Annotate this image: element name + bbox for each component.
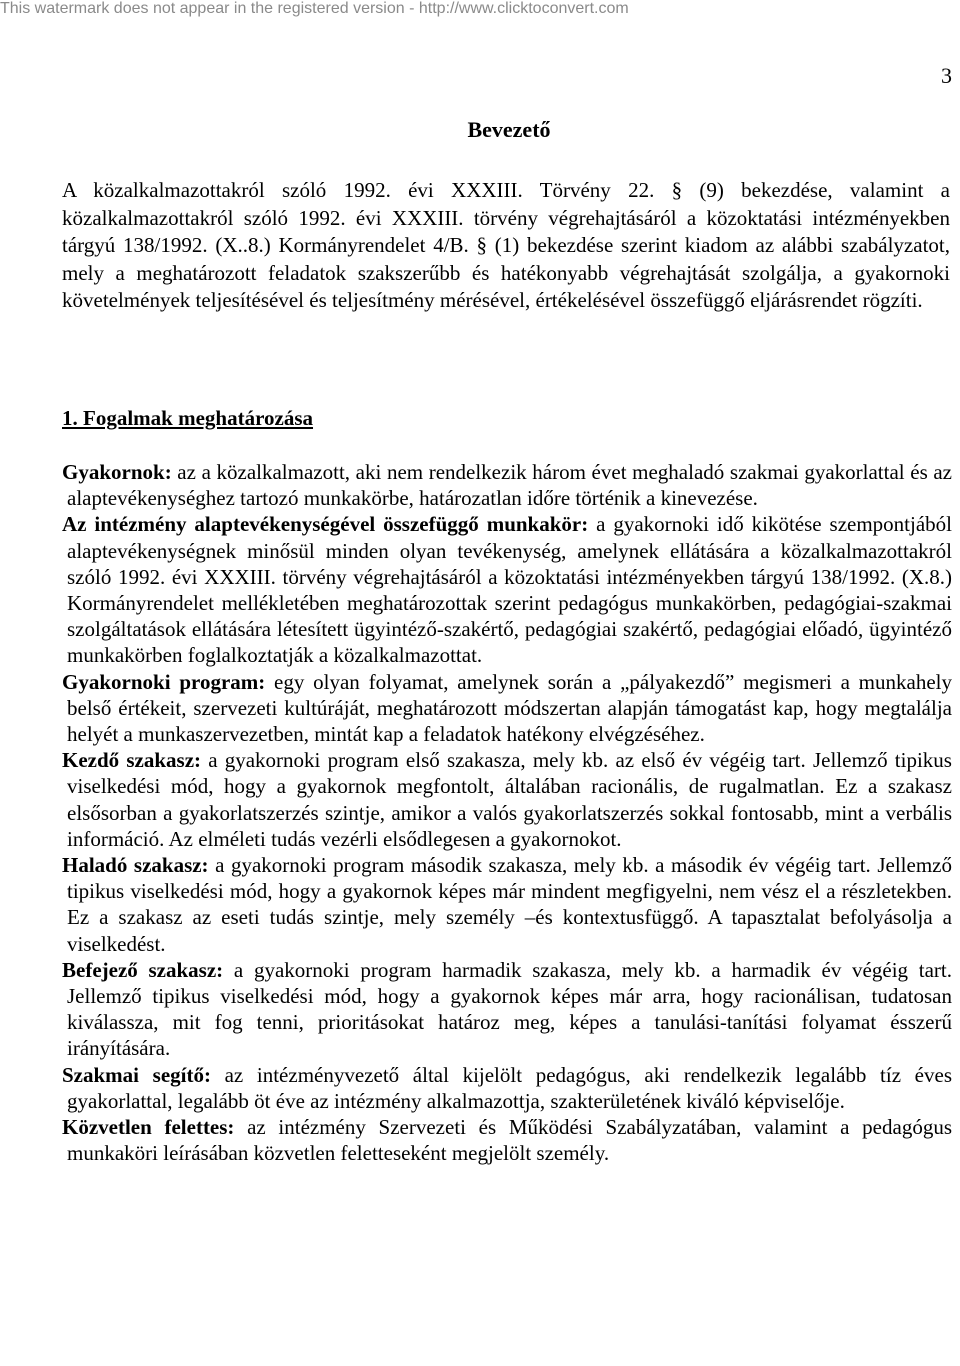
definition-term: Közvetlen felettes: — [62, 1115, 235, 1140]
definition-term: Gyakornok: — [62, 460, 172, 484]
definition-befejezo-szakasz — [62, 957, 952, 1062]
definition-kozvetlen-felettes — [62, 1114, 952, 1166]
watermark-link[interactable]: http://www.clicktoconvert.com — [418, 0, 629, 17]
definition-alaptevekenyseg-munkakor — [62, 511, 952, 668]
definition-term: Gyakornoki program: — [62, 669, 266, 694]
watermark-text: This watermark does not appear in the registered version - — [0, 0, 419, 17]
definition-text: egy olyan folyamat, amelynek során a „pályakezdő” megismeri a munkahely belső értékeit, szervezeti kultúráját, meghatározott módszertan alapján támogatást kap, hogy megtalálja helyét a munkaszervezetben, mintát kap a feladatok hatékony elvégzéséhez. — [67, 669, 952, 747]
definition-gyakornok — [62, 459, 952, 511]
definition-term: Szakmai segítő: — [62, 1062, 211, 1087]
definitions-list — [62, 459, 952, 1166]
definition-kezdo-szakasz — [62, 747, 952, 852]
definition-term: Kezdő szakasz: — [62, 748, 202, 773]
definition-term: Befejező szakasz: — [62, 957, 224, 982]
watermark-banner — [0, 0, 629, 18]
definition-term: Az intézmény alaptevékenységével összefüggő munkakör: — [62, 512, 589, 537]
section-title: 1. Fogalmak meghatározása — [62, 406, 314, 430]
definition-text: az intézmény Szervezeti és Működési Szabályzatában, valamint a pedagógus munkaköri leírásában közvetlen feletteseként megjelölt személy. — [67, 1115, 952, 1166]
definition-text: az a közalkalmazott, aki nem rendelkezik három évet meghaladó szakmai gyakorlattal és az alaptevékenységhez tartozó munkakörbe, határozatlan időre történik a kinevezése. — [67, 460, 952, 511]
intro-paragraph: A közalkalmazottakról szóló 1992. évi XXXIII. Törvény 22. § (9) bekezdése, valamint a közalkalmazottakról szóló 1992. évi XXXIII. törvény végrehajtásáról a közoktatási intézményekben tárgyú 138/1992. (X..8.) Kormányrendelet 4/B. § (1) bekezdése szerint kiadom az alábbi szabályzatot, mely a meghatározott feladatok szakszerűbb és hatékonyabb végrehajtását szolgálja, a gyakornoki követelmények teljesítésével és teljesítmény mérésével, értékelésével összefüggő eljárásrendet rögzíti. — [62, 178, 950, 313]
page-title: Bevezető — [467, 117, 551, 142]
definition-szakmai-segito — [62, 1062, 952, 1114]
definition-halado-szakasz — [62, 852, 952, 957]
definition-text: a gyakornoki program első szakasza, mely kb. az első év végéig tart. Jellemző tipikus viselkedési mód, hogy a gyakornok megfontolt, általában racionális, de rugalmatlan. Ez a szakasz elsősorban a gyakorlatszerzés szintje, amikor a valós gyakorlatszerzés sokkal fontosabb, mint a verbális információ. Az elméleti tudás vezérli elsődlegesen a gyakornokot. — [67, 748, 952, 851]
definition-text: a gyakornoki program harmadik szakasza, mely kb. a harmadik év végéig tart. Jellemző tipikus viselkedési mód, hogy a gyakornok képes már arra, hogy racionálisan, tudatosan kiválassza, mit fog tenni, prioritásokat határoz meg, képes a tanulási-tanítási folyamat ésszerű irányítására. — [67, 957, 952, 1061]
page-number: 3 — [941, 63, 952, 88]
definition-text: az intézményvezető által kijelölt pedagógus, aki rendelkezik legalább tíz éves gyakorlattal, legalább öt éve az intézmény alkalmazottja, szakterületének kiváló képviselője. — [67, 1062, 952, 1113]
definition-text: a gyakornoki program második szakasza, mely kb. a második év végéig tart. Jellemző tipikus viselkedési mód, hogy a gyakornok képes már mindent megfigyelni, nem vész el a részletekben. Ez a szakasz az eseti tudás szintje, mely személy –és kontextusfüggő. A tapasztalat befolyásolja a viselkedést. — [67, 853, 952, 956]
definition-term: Haladó szakasz: — [62, 853, 209, 878]
definition-gyakornoki-program — [62, 669, 952, 748]
definition-text: a gyakornoki idő kikötése szempontjából alaptevékenységnek minősül minden olyan tevékenység, amelynek ellátására a közalkalmazottakról szóló 1992. évi XXXIII. törvény végrehajtásáról a közoktatási intézményekben tárgyú 138/1992. (X.8.) Kormányrendelet mellékletében meghatározottak szerint pedagógus munkakörben, pedagógiai-szakmai szolgáltatások ellátására létesített ügyintéző-szakértő, pedagógiai szakértő, pedagógiai előadó, ügyintéző munkakörben foglalkoztatják a közalkalmazottat. — [67, 512, 952, 668]
